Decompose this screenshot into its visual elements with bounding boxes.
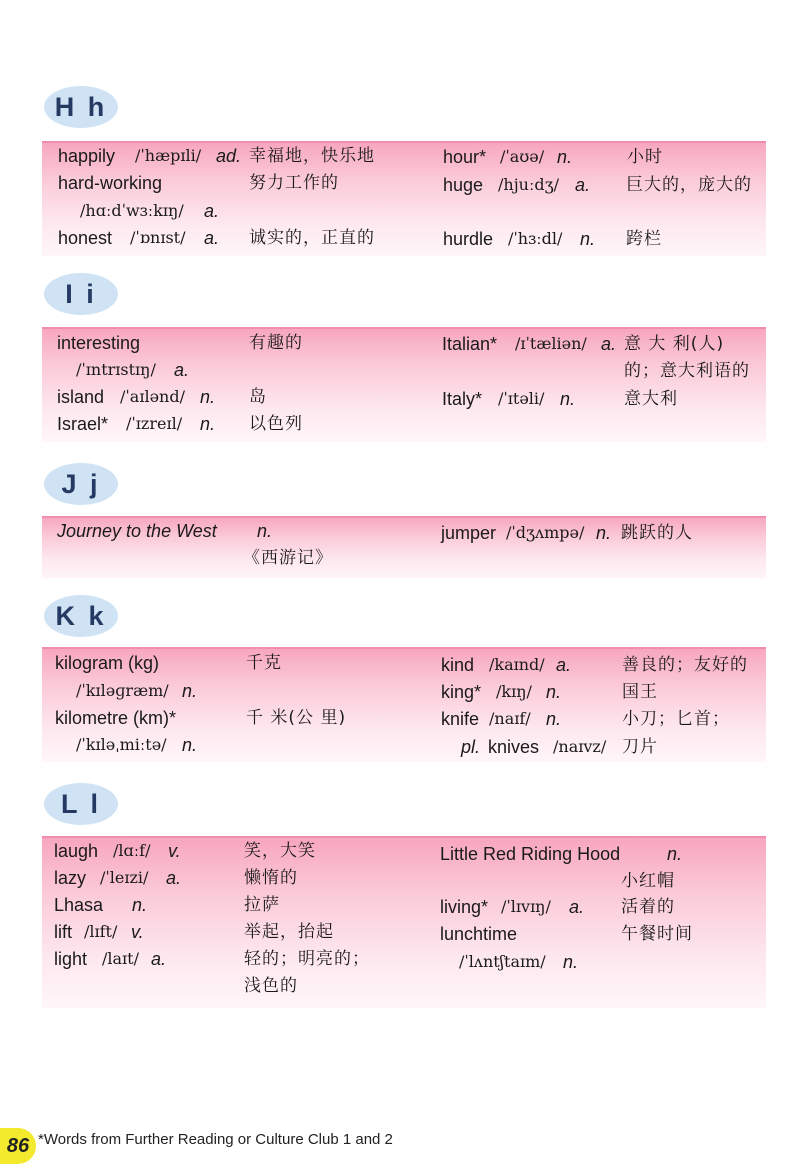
entry-word: hard-working	[58, 173, 163, 193]
entry-pos: n.	[560, 389, 576, 409]
entry-pos: v.	[131, 922, 144, 942]
entry-ipa: /ˈɪntrɪstɪŋ/	[76, 360, 156, 379]
entry-word: interesting	[57, 333, 141, 353]
entry-word: Lhasa	[54, 895, 104, 915]
entry-word: lunchtime	[440, 924, 518, 944]
entry-meaning: 幸福地，快乐地	[249, 146, 375, 166]
entry-meaning: 活着的	[621, 897, 675, 917]
entry-ipa: /ˈlʌntʃtaɪm/	[459, 952, 546, 971]
entry-meaning: 千克	[246, 653, 282, 673]
entry-ipa: /kɪŋ/	[496, 682, 532, 701]
band-divider	[42, 327, 766, 329]
entry-pos: a.	[204, 201, 220, 221]
entry-ipa: /ˈɒnɪst/	[130, 228, 186, 247]
entry-ipa: /ˈlɪvɪŋ/	[501, 897, 551, 916]
entry-ipa: /lɑːf/	[113, 841, 151, 860]
entry-ipa: /ˈɪzreɪl/	[126, 414, 183, 433]
entry-meaning: 《西游记》	[243, 548, 333, 568]
entry-ipa: /ˈleɪzi/	[100, 868, 149, 887]
entry-meaning: 岛	[249, 387, 267, 407]
entry-meaning: 以色列	[249, 414, 303, 434]
entry-word: hour*	[443, 147, 487, 167]
entry-meaning: 善良的；友好的	[622, 655, 748, 675]
entry-word: honest	[58, 228, 113, 248]
entry-ipa: /ˈhæpɪli/	[135, 146, 202, 165]
entry-word: knife	[441, 709, 480, 729]
entry-pos: n.	[596, 523, 612, 543]
section-heading-l: L l	[44, 783, 118, 825]
entry-ipa: /ˈɪtəli/	[498, 389, 545, 408]
entry-meaning: 懒惰的	[244, 868, 298, 888]
entry-ipa: /naɪf/	[489, 709, 531, 728]
entry-meaning: 小刀；匕首；	[622, 709, 730, 729]
entry-ipa: /kaɪnd/	[489, 655, 545, 674]
entry-word: kilometre (km)*	[55, 708, 177, 728]
entry-word: kind	[441, 655, 475, 675]
entry-pos: n.	[546, 682, 562, 702]
band-divider	[42, 516, 766, 518]
entry-meaning: 跨栏	[626, 229, 662, 249]
entry-word: happily	[58, 146, 116, 166]
entry-pos: n.	[182, 735, 198, 755]
entry-meaning: 巨大的，庞大的	[626, 175, 752, 195]
entry-pos: v.	[168, 841, 181, 861]
entry-ipa: /hjuːdʒ/	[498, 175, 560, 194]
entry-meaning: 笑，大笑	[244, 841, 316, 861]
entry-meaning: 小红帽	[621, 871, 675, 891]
entry-word: Italian*	[442, 334, 498, 354]
entry-word: hurdle	[443, 229, 494, 249]
entry-word: jumper	[441, 523, 497, 543]
entry-pos: n.	[563, 952, 579, 972]
entry-meaning: 跳跃的人	[621, 523, 693, 543]
entry-plural-label: pl.	[461, 737, 481, 757]
entry-word: kilogram (kg)	[55, 653, 160, 673]
entry-meaning: 有趣的	[249, 333, 303, 353]
entry-ipa: /ɪˈtæliən/	[515, 334, 587, 353]
page-number: 86	[0, 1128, 36, 1164]
entry-pos: a.	[556, 655, 572, 675]
entry-word: king*	[441, 682, 482, 702]
entry-ipa: /naɪvz/	[553, 737, 607, 756]
band-divider	[42, 836, 766, 838]
entry-meaning: 午餐时间	[621, 924, 693, 944]
entry-word: Journey to the West	[57, 521, 217, 541]
entry-pos: n.	[667, 844, 683, 864]
entry-word: laugh	[54, 841, 99, 861]
entry-meaning: 努力工作的	[249, 173, 339, 193]
entry-pos: ad.	[216, 146, 242, 166]
entry-word: huge	[443, 175, 484, 195]
entry-pos: n.	[557, 147, 573, 167]
entry-ipa: /laɪt/	[102, 949, 139, 968]
footnote: *Words from Further Reading or Culture Club 1 and 2	[38, 1131, 393, 1148]
entry-ipa: /ˈdʒʌmpə/	[506, 523, 585, 542]
entry-meaning: 浅色的	[244, 976, 298, 996]
entry-ipa: /ˈhɜːdl/	[508, 229, 563, 248]
entry-pos: a.	[151, 949, 167, 969]
entry-pos: n.	[182, 681, 198, 701]
entry-word: light	[54, 949, 88, 969]
section-band-l	[42, 836, 766, 1008]
entry-pos: a.	[174, 360, 190, 380]
entry-word: Israel*	[57, 414, 109, 434]
entry-pos: n.	[200, 387, 216, 407]
entry-ipa: /ˈkɪləˌmiːtə/	[76, 735, 167, 754]
entry-meaning: 轻的；明亮的；	[244, 949, 370, 969]
entry-ipa: /ˈaʊə/	[500, 147, 545, 166]
entry-meaning: 拉萨	[244, 895, 280, 915]
entry-pos: a.	[575, 175, 591, 195]
entry-ipa: /ˈkɪləɡræm/	[76, 681, 169, 700]
entry-meaning: 刀片	[622, 737, 658, 757]
entry-word: Little Red Riding Hood	[440, 844, 621, 864]
entry-ipa: /ˈaɪlənd/	[120, 387, 185, 406]
section-heading-j: J j	[44, 463, 118, 505]
entry-meaning: 意大利	[624, 389, 678, 409]
entry-pos: n.	[200, 414, 216, 434]
entry-meaning: 举起，抬起	[244, 922, 334, 942]
band-divider	[42, 647, 766, 649]
section-heading-k: K k	[44, 595, 118, 637]
entry-ipa: /lɪft/	[84, 922, 118, 941]
entry-pos: a.	[601, 334, 617, 354]
entry-pos: n.	[580, 229, 596, 249]
band-divider	[42, 141, 766, 143]
entry-word: island	[57, 387, 105, 407]
entry-plural-word: knives	[488, 737, 540, 757]
entry-meaning: 诚实的，正直的	[249, 228, 375, 248]
entry-meaning: 国王	[622, 682, 658, 702]
entry-word: lift	[54, 922, 72, 942]
entry-pos: a.	[569, 897, 585, 917]
entry-meaning: 小时	[627, 147, 663, 167]
section-heading-h: H h	[44, 86, 118, 128]
entry-meaning: 千 米(公 里)	[246, 708, 347, 728]
entry-word: lazy	[54, 868, 87, 888]
entry-pos: n.	[132, 895, 148, 915]
section-heading-i: I i	[44, 273, 118, 315]
entry-pos: n.	[257, 521, 273, 541]
entry-pos: n.	[546, 709, 562, 729]
entry-word: Italy*	[442, 389, 483, 409]
entry-ipa: /hɑːdˈwɜːkɪŋ/	[80, 201, 184, 220]
entry-pos: a.	[166, 868, 182, 888]
entry-pos: a.	[204, 228, 220, 248]
entry-meaning: 意 大 利(人)	[624, 334, 725, 354]
entry-word: living*	[440, 897, 489, 917]
entry-meaning: 的；意大利语的	[624, 361, 750, 381]
